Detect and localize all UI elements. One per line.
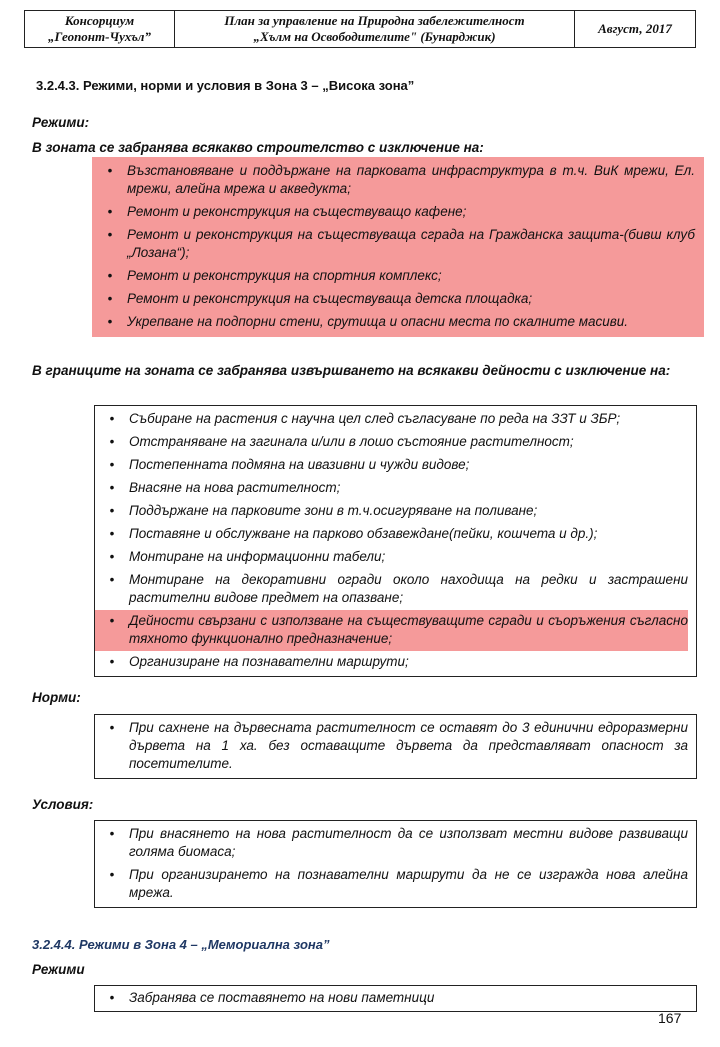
header-plan-line1: План за управление на Природна забележителност: [224, 13, 525, 28]
bullet: •: [107, 204, 113, 219]
bullet: •: [109, 549, 115, 564]
bullet: •: [109, 457, 115, 472]
list-item: [95, 546, 688, 569]
list-item-text: Монтиране на декоративни огради около находища на редки и застрашени растителни видове предмет на опазване;: [129, 572, 688, 605]
bullet: •: [107, 314, 113, 329]
list-item: [93, 311, 695, 334]
construction-exceptions-box: [92, 157, 704, 337]
section2-title: 3.2.4.4. Режими в Зона 4 – „Мемориална зона”: [32, 937, 330, 952]
list-item-text: Възстановяване и поддържане на парковата инфраструктура в т.ч. ВиК мрежи, Ел. мрежи, алейна мрежа и акведукта;: [127, 163, 695, 196]
list-item: [95, 523, 688, 546]
conditions-label: Условия:: [32, 797, 94, 812]
header-date-text: Август, 2017: [598, 21, 672, 36]
bullet: •: [109, 990, 115, 1005]
bullet: •: [107, 291, 113, 306]
list-item: [95, 864, 688, 905]
list-item-text: Ремонт и реконструкция на съществуваща сграда на Гражданска защита-(бивш клуб „Лозана“);: [127, 227, 695, 260]
header-consortium-line2: „Геопонт-Чухъл”: [48, 29, 151, 44]
header-consortium: [25, 11, 175, 47]
header-consortium-line1: Консорциум: [64, 13, 135, 28]
activities-exceptions-box: [94, 405, 697, 677]
list-item-text: Забранява се поставянето на нови паметници: [129, 990, 435, 1005]
list-item-text: Укрепване на подпорни стени, срутища и опасни места по скалните масиви.: [127, 314, 629, 329]
bullet: •: [109, 526, 115, 541]
page-header: [24, 10, 696, 48]
bullet: •: [109, 867, 115, 882]
bullet: •: [109, 613, 115, 628]
list-item-text: Поддържане на парковите зони в т.ч.осигуряване на поливане;: [129, 503, 538, 518]
norms-label: Норми:: [32, 690, 81, 705]
bullet: •: [109, 503, 115, 518]
list-item-text: Внасяне на нова растителност;: [129, 480, 341, 495]
bullet: •: [109, 572, 115, 587]
bullet: •: [109, 826, 115, 841]
bullet: •: [107, 163, 113, 178]
construction-intro: В зоната се забранява всякакво строителство с изключение на:: [32, 140, 484, 155]
list-item-text: Постепенната подмяна на ивазивни и чужди видове;: [129, 457, 470, 472]
activities-intro: В границите на зоната се забранява извършването на всякакви дейности с изключение на:: [32, 363, 671, 378]
list-item-text: Събиране на растения с научна цел след съгласуване по реда на ЗЗТ и ЗБР;: [129, 411, 621, 426]
list-item: [95, 717, 688, 776]
list-item: [93, 224, 695, 265]
list-item: [95, 408, 688, 431]
list-item: [95, 431, 688, 454]
list-item: [93, 288, 695, 311]
list-item: [95, 651, 688, 674]
list-item-text: Поставяне и обслужване на парково обзавеждане(пейки, кошчета и др.);: [129, 526, 598, 541]
list-item-text: Монтиране на информационни табели;: [129, 549, 386, 564]
bullet: •: [109, 720, 115, 735]
list-item: [93, 201, 695, 224]
list-item-text: При сахнене на дървесната растителност се оставят до 3 единични едроразмерни дървета на 1 ха. без оставащите дървета да представляват опасност за посетителите.: [129, 720, 688, 771]
list-item: [95, 477, 688, 500]
section2-box: [94, 985, 697, 1012]
bullet: •: [109, 434, 115, 449]
list-item-text: Дейности свързани с използване на съществуващите сгради и съоръжения съгласно тяхното функционално предназначение;: [129, 613, 688, 646]
list-item: [95, 500, 688, 523]
list-item-text: Ремонт и реконструкция на съществуваща детска площадка;: [127, 291, 533, 306]
list-item: [95, 987, 688, 1010]
list-item-text: Отстраняване на загинала и/или в лошо състояние растителност;: [129, 434, 574, 449]
section2-regimes-label: Режими: [32, 962, 85, 977]
regimes-label: Режими:: [32, 115, 90, 130]
header-plan-line2: „Хълм на Освободителите" (Бунарджик): [253, 29, 496, 44]
bullet: •: [109, 411, 115, 426]
list-item-text: Организиране на познавателни маршрути;: [129, 654, 409, 669]
list-item: [95, 569, 688, 610]
list-item: [95, 823, 688, 864]
bullet: •: [107, 268, 113, 283]
conditions-box: [94, 820, 697, 908]
bullet: •: [109, 654, 115, 669]
bullet: •: [107, 227, 113, 242]
bullet: •: [109, 480, 115, 495]
list-item-text: При внасянето на нова растителност да се използват местни видове развиващи голяма биомаса;: [129, 826, 688, 859]
list-item-highlighted: [95, 610, 688, 651]
list-item-text: При организирането на познавателни маршрути да не се изгражда нова алейна мрежа.: [129, 867, 688, 900]
header-date: [575, 11, 695, 47]
list-item: [95, 454, 688, 477]
list-item: [93, 160, 695, 201]
page-number: 167: [658, 1010, 682, 1026]
list-item-text: Ремонт и реконструкция на спортния комплекс;: [127, 268, 442, 283]
list-item: [93, 265, 695, 288]
section-title: 3.2.4.3. Режими, норми и условия в Зона 3 – „Висока зона”: [36, 78, 415, 93]
norms-box: [94, 714, 697, 779]
list-item-text: Ремонт и реконструкция на съществуващо кафене;: [127, 204, 467, 219]
header-plan-title: [175, 11, 575, 47]
